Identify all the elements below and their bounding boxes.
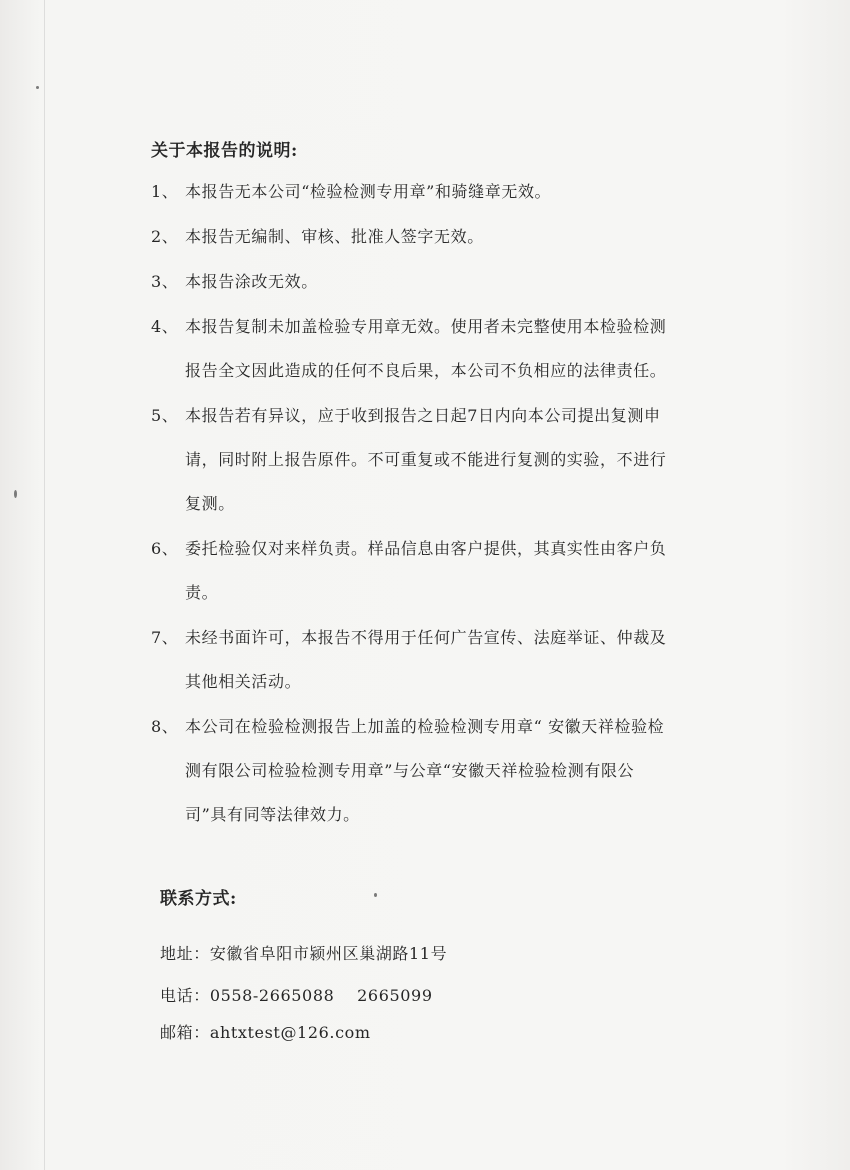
note-number: 2、: [151, 227, 179, 246]
note-number: 3、: [151, 272, 179, 291]
note-text: 其他相关活动。: [185, 672, 302, 691]
address-value: 安徽省阜阳市颍州区巢湖路11号: [209, 944, 448, 963]
phone-value: 0558-2665088 2665099: [209, 986, 433, 1005]
phone-label: 电话：: [160, 986, 210, 1005]
note-text: 未经书面许可，本报告不得用于任何广告宣传、法庭举证、仲裁及: [185, 628, 667, 647]
note-item-8: [151, 705, 771, 837]
note-text: 复测。: [185, 494, 235, 513]
note-line: [151, 482, 771, 526]
scan-speck: [14, 490, 17, 498]
note-item-4: [151, 305, 771, 393]
scan-fold-line: [44, 0, 45, 1170]
note-text: 司”具有同等法律效力。: [185, 805, 360, 824]
contact-phone: [160, 983, 433, 1006]
note-line: [151, 260, 771, 304]
note-item-2: [151, 215, 771, 259]
note-text: 本报告复制未加盖检验专用章无效。使用者未完整使用本检验检测: [185, 317, 667, 336]
note-number: 5、: [151, 406, 179, 425]
note-number: 1、: [151, 182, 179, 201]
email-value: ahtxtest@126.com: [209, 1023, 371, 1042]
note-line: [151, 394, 771, 438]
note-line: [151, 749, 771, 793]
note-line: [151, 170, 771, 214]
note-text: 本报告无编制、审核、批准人签字无效。: [185, 227, 484, 246]
note-text: 本公司在检验检测报告上加盖的检验检测专用章“ 安徽天祥检验检: [185, 717, 665, 736]
note-line: [151, 215, 771, 259]
note-text: 本报告若有异议，应于收到报告之日起7日内向本公司提出复测申: [185, 406, 661, 425]
notes-heading: 关于本报告的说明:: [151, 141, 298, 161]
note-number: 8、: [151, 717, 179, 736]
scan-speck: [374, 893, 377, 897]
note-text: 本报告无本公司“检验检测专用章”和骑缝章无效。: [185, 182, 552, 201]
note-text: 本报告涂改无效。: [185, 272, 318, 291]
note-line: [151, 349, 771, 393]
note-line: [151, 527, 771, 571]
note-line: [151, 616, 771, 660]
note-item-3: [151, 260, 771, 304]
note-item-7: [151, 616, 771, 704]
scan-speck: [36, 86, 39, 89]
note-text: 报告全文因此造成的任何不良后果，本公司不负相应的法律责任。: [185, 361, 667, 380]
note-text: 测有限公司检验检测专用章”与公章“安徽天祥检验检测有限公: [185, 761, 635, 780]
note-number: 7、: [151, 628, 179, 647]
note-line: [151, 705, 771, 749]
contact-email: [160, 1020, 371, 1043]
address-label: 地址：: [160, 944, 210, 963]
note-number: 4、: [151, 317, 179, 336]
note-text: 委托检验仅对来样负责。样品信息由客户提供，其真实性由客户负: [185, 539, 667, 558]
note-line: [151, 660, 771, 704]
note-line: [151, 438, 771, 482]
note-line: [151, 571, 771, 615]
note-text: 责。: [185, 583, 219, 602]
note-item-1: [151, 170, 771, 214]
note-line: [151, 305, 771, 349]
note-item-6: [151, 527, 771, 615]
note-number: 6、: [151, 539, 179, 558]
note-line: [151, 793, 771, 837]
contact-address: [160, 941, 447, 964]
email-label: 邮箱：: [160, 1023, 210, 1042]
note-item-5: [151, 394, 771, 526]
contact-heading: 联系方式:: [160, 889, 237, 909]
note-text: 请，同时附上报告原件。不可重复或不能进行复测的实验，不进行: [185, 450, 667, 469]
